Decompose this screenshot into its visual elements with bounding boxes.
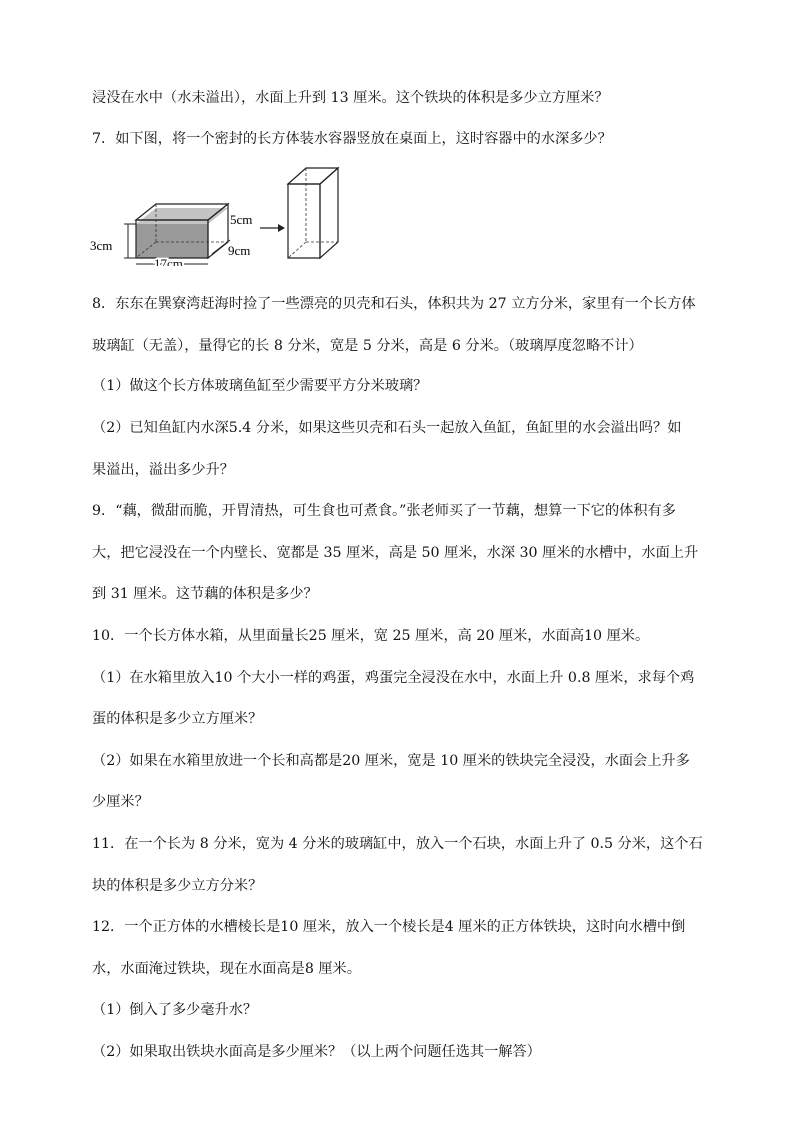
question-12-part-2: （2）如果取出铁块水面高是多少厘米？（以上两个问题任选其一解答） [92, 1044, 541, 1060]
question-11-text: 11．在一个长为 8 分米，宽为 4 分米的玻璃缸中，放入一个石块，水面上升了 0.5 分米，这个石 [92, 836, 703, 852]
depth-label: 9cm [228, 243, 251, 258]
question-12-text: 12．一个正方体的水槽棱长是10 厘米，放入一个棱长是4 厘米的正方体铁块，这时向水槽中倒 [92, 919, 686, 935]
question-8-text-cont: 玻璃缸（无盖），量得它的长 8 分米，宽是 5 分米，高是 6 分米。（玻璃厚度忽略不计） [92, 338, 643, 354]
container-figure [88, 158, 358, 270]
question-10-part-1-cont: 蛋的体积是多少立方厘米？ [92, 711, 263, 727]
standing-box-side [320, 168, 338, 258]
question-11-text-cont: 块的体积是多少立方分米？ [92, 878, 263, 894]
standing-box-front [288, 184, 320, 258]
question-12-part-1: （1）倒入了多少毫升水？ [92, 1002, 258, 1018]
question-8-part-1: （1）做这个长方体玻璃鱼缸至少需要平方分米玻璃？ [92, 378, 428, 394]
water-height-label: 3cm [90, 238, 113, 253]
question-8-part-2-cont: 果溢出，溢出多少升？ [92, 462, 234, 478]
question-8-part-2: （2）已知鱼缸内水深5.4 分米，如果这些贝壳和石头一起放入鱼缸，鱼缸里的水会溢出吗？如 [92, 420, 682, 436]
question-7-text: 7．如下图，将一个密封的长方体装水容器竖放在桌面上，这时容器中的水深多少？ [92, 131, 612, 147]
question-9-text-end: 到 31 厘米。这节藕的体积是多少？ [92, 586, 318, 602]
question-9-text: 9．“藕，微甜而脆，开胃清热，可生食也可煮食。”张老师买了一节藕，想算一下它的体积有多 [92, 503, 676, 519]
height-label: 5cm [230, 212, 253, 227]
cuboid-diagram [88, 158, 358, 266]
question-10-part-2-cont: 少厘米？ [92, 794, 149, 810]
water-front [136, 224, 208, 258]
question-10-text: 10．一个长方体水箱，从里面量长25 厘米，宽 25 厘米，高 20 厘米，水面高10 厘米。 [92, 628, 650, 644]
standing-box-top [288, 168, 338, 184]
question-8-text: 8．东东在巽寮湾赶海时捡了一些漂亮的贝壳和石头，体积共为 27 立方分米，家里有一个长方体 [92, 296, 696, 312]
water-surface [136, 208, 228, 224]
question-10-part-1: （1）在水箱里放入10 个大小一样的鸡蛋，鸡蛋完全浸没在水中，水面上升 0.8 厘米，求每个鸡 [92, 670, 695, 686]
length-label: 17cm [154, 256, 183, 266]
text-line-1: 浸没在水中（水未溢出），水面上升到 13 厘米。这个铁块的体积是多少立方厘米？ [92, 90, 609, 106]
arrow-head [278, 224, 285, 232]
question-12-text-cont: 水，水面淹过铁块，现在水面高是8 厘米。 [92, 961, 361, 977]
question-10-part-2: （2）如果在水箱里放进一个长和高都是20 厘米，宽是 10 厘米的铁块完全浸没，水面会上升多 [92, 753, 690, 769]
question-9-text-cont: 大，把它浸没在一个内壁长、宽都是 35 厘米，高是 50 厘米，水深 30 厘米的水槽中，水面上升 [92, 545, 699, 561]
hidden-edge [288, 242, 306, 258]
